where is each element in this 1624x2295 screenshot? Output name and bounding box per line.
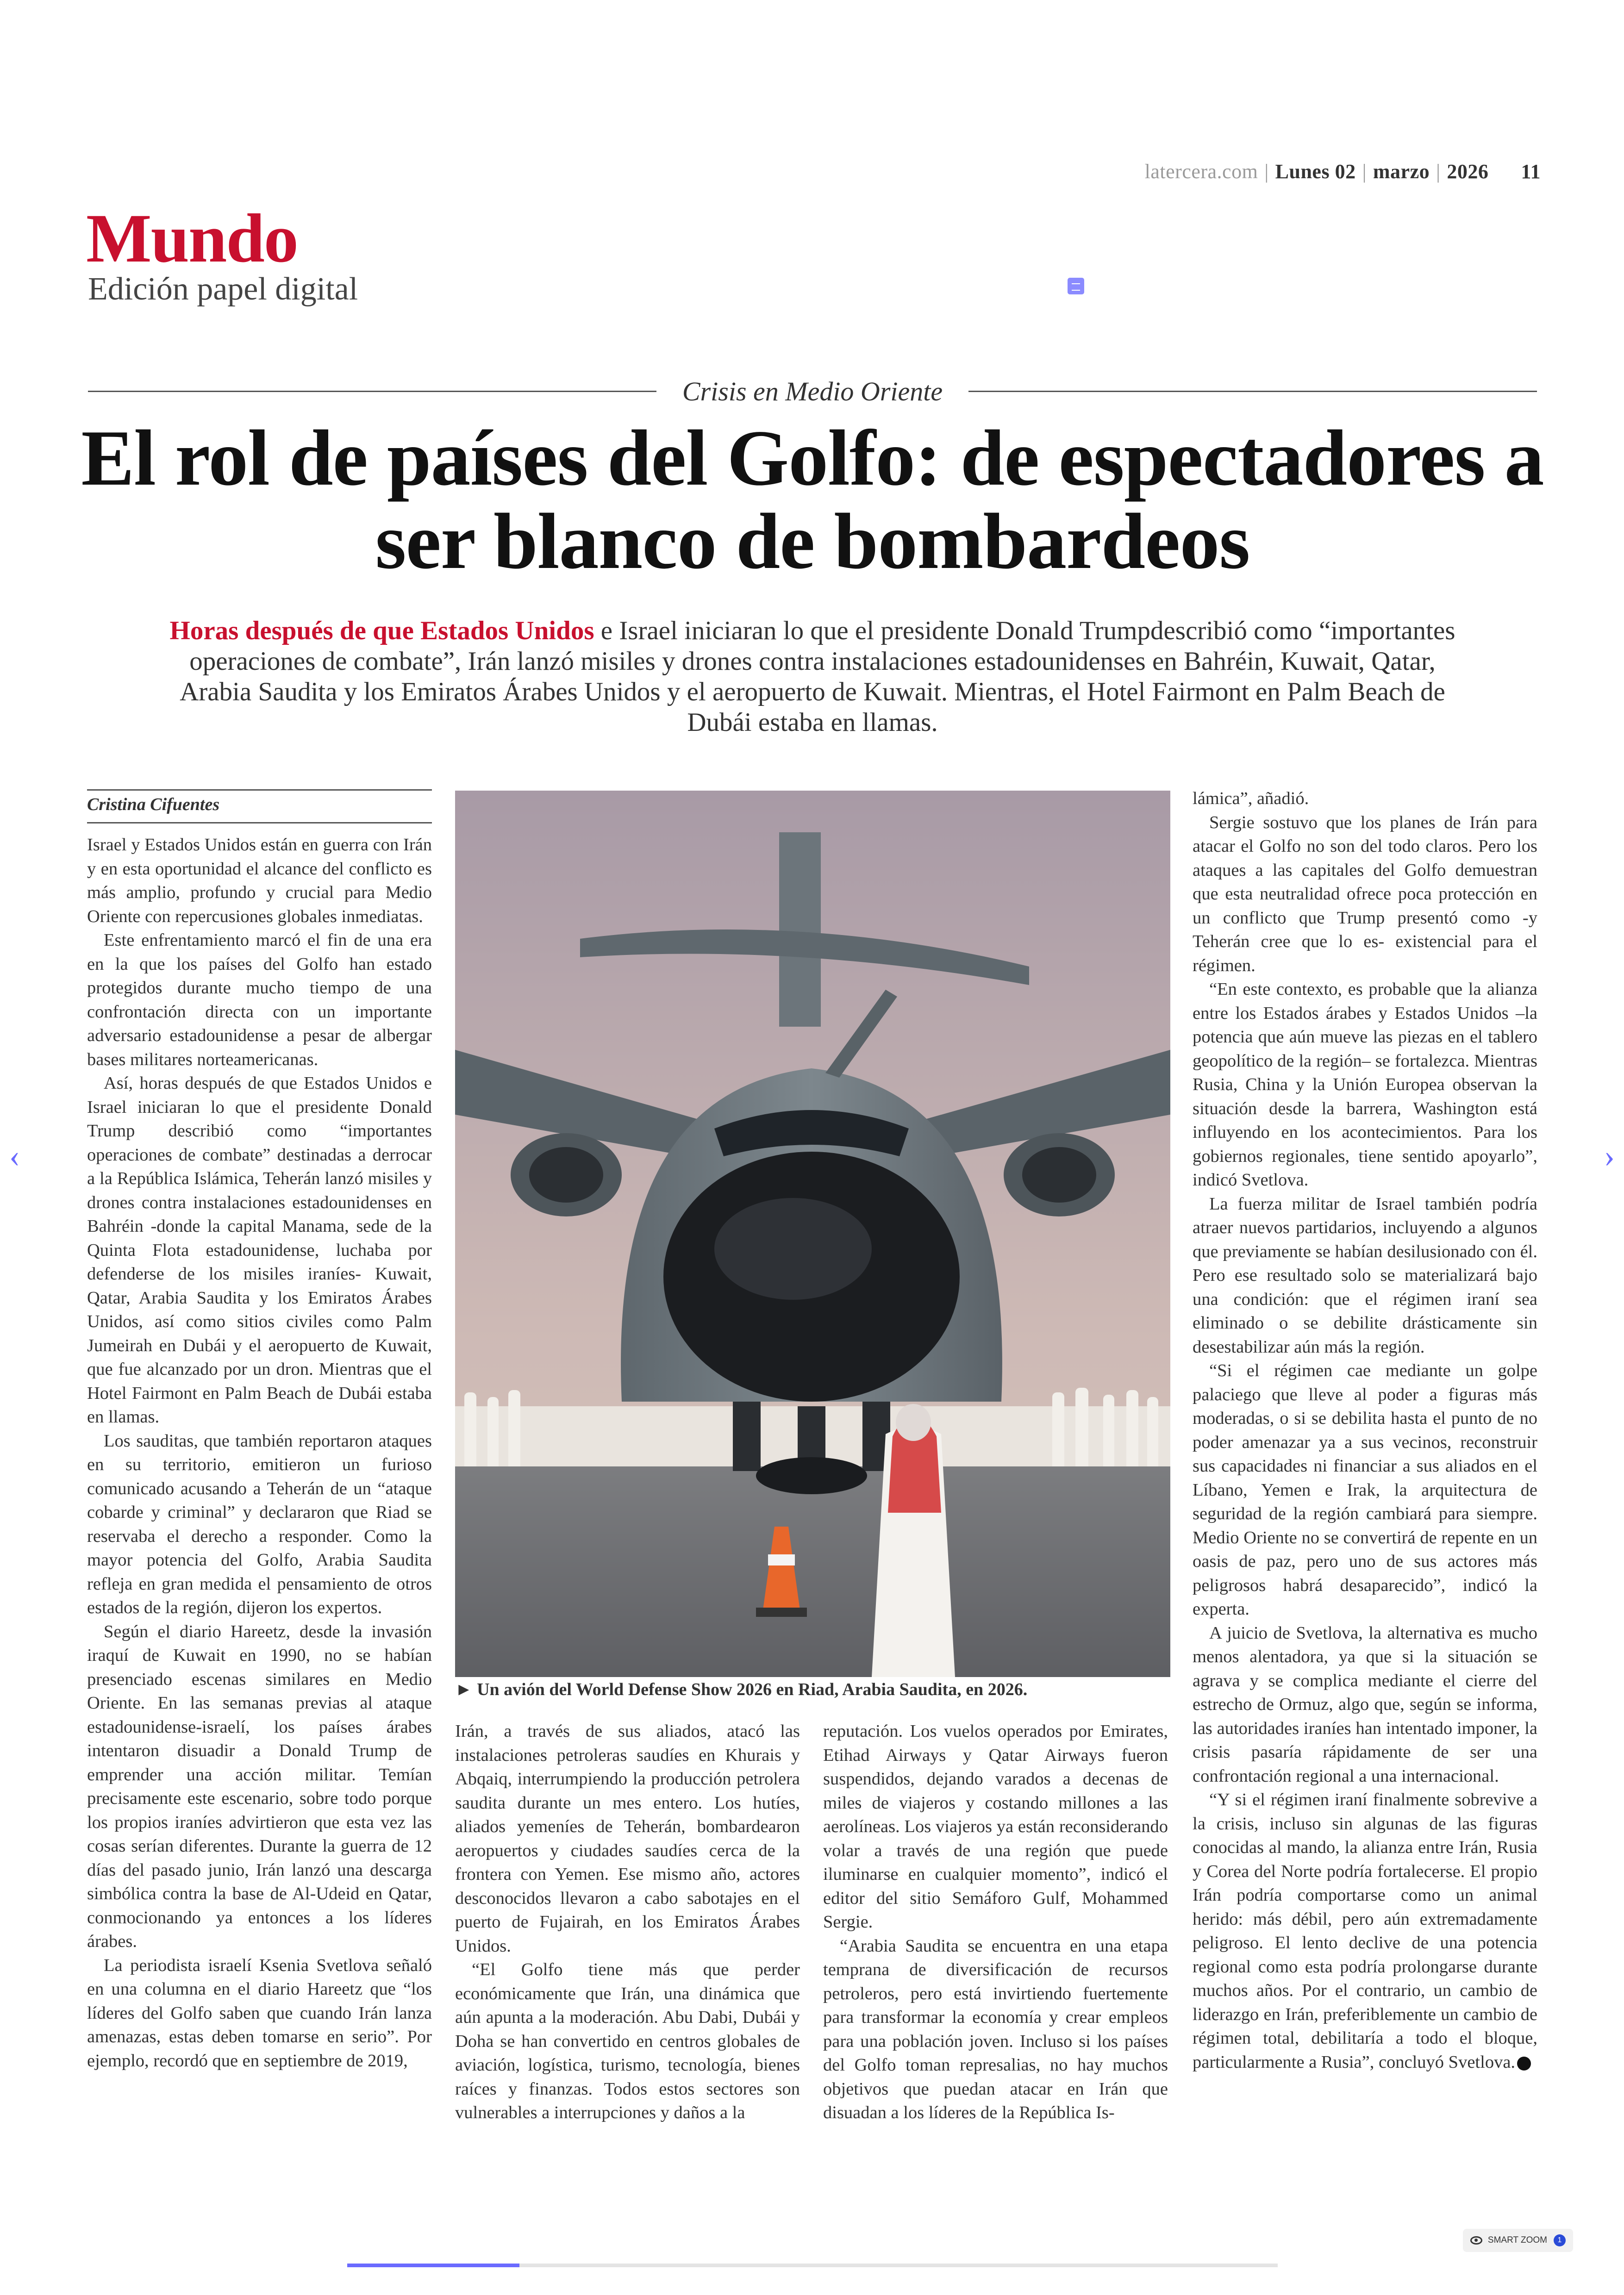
next-page-icon[interactable]: ›: [1604, 1138, 1615, 1174]
end-mark-icon: [1517, 2057, 1531, 2070]
paragraph: La periodista israelí Ksenia Svetlova señaló en una columna en el diario Hareetz que “los líderes del Golfo saben que cuando Irán lanza amenazas, estas deben tomarse en serio”. Por ejemplo, recordó que en septiembre de 2019,: [87, 1955, 432, 2070]
photo-caption: ► Un avión del World Defense Show 2026 en Riad, Arabia Saudita, en 2026.: [455, 1680, 1028, 1699]
smart-zoom-button[interactable]: [1463, 2229, 1573, 2252]
paragraph: Según el diario Hareetz, desde la invasión iraquí de Kuwait en 1990, no se habían presenciado escenas similares en Medio Oriente. En las semanas previas al ataque estadounidense-israelí, los países árabes intentaron disuadir a Donald Trump de emprender una acción militar. Temían precisamente este escenario, sobre todo porque los propios iraníes advirtieron que esta vez las cosas serían diferentes. Durante la guerra de 12 días del pasado junio, Irán lanzó una descarga simbólica contra la base de Al-Udeid en Qatar, conmocionando ya entonces a los líderes árabes.: [87, 1621, 432, 1951]
paragraph: Israel y Estados Unidos están en guerra con Irán y en esta oportunidad el alcance del conflicto es más amplio, profundo y crucial para Medio Oriente con repercusiones globales inmediatas.: [87, 835, 432, 926]
article-column-2: [455, 1720, 800, 2125]
previous-page-icon[interactable]: ‹: [9, 1138, 20, 1174]
date-month: marzo: [1373, 160, 1430, 183]
paragraph: La fuerza militar de Israel también podría atraer nuevos partidarios, incluyendo a algunos que previamente se habían desilusionado con él. Pero ese resultado solo se materializará bajo una condición: que el régimen iraní sea eliminado o se debilite drásticamente sin desestabilizar aún más la región.: [1193, 1194, 1537, 1357]
paragraph-final: [1193, 1788, 1537, 2074]
paragraph: Sergie sostuvo que los planes de Irán para atacar el Golfo no son del todo claros. Pero los ataques a las capitales del Golfo demuestran que esta neutralidad ofrece poca protección en un conflicto que Trump presentó como -y Teherán cree que lo es- existencial para el régimen.: [1193, 812, 1537, 975]
paragraph: Los sauditas, que también reportaron ataques en su territorio, emitieron un furioso comunicado acusando a Teherán de un “ataque cobarde y criminal” y declararon que Riad se reservaba el derecho a responder. Como la mayor potencia del Golfo, Arabia Saudita refleja en gran medida el pensamiento de otros estados de la región, dijeron los expertos.: [87, 1431, 432, 1617]
paragraph: Irán, a través de sus aliados, atacó las instalaciones petroleras saudíes en Khurais y Abqaiq, interrumpiendo la producción petrolera saudita durante un mes entero. Los hutíes, aliados yemeníes de Teherán, bombardearon aeropuertos y ciudades saudíes cerca de la frontera con Yemen. Ese mismo año, actores desconocidos llevaron a cabo sabotajes en el puerto de Fujairah, en los Emiratos Árabes Unidos.: [455, 1721, 800, 1956]
standfirst-text: e Israel iniciaran lo que el presidente Donald Trumpdescribió como “importantes operaciones de combate”, Irán lanzó misiles y drones contra instalaciones estadounidenses en Bahréin, Kuwait, Qatar, Arabia Saudita y los Emiratos Árabes Unidos y el aeropuerto de Kuwait. Mientras, el Hotel Fairmont en Palm Beach de Dubái estaba en llamas.: [180, 616, 1455, 737]
standfirst: [167, 616, 1458, 738]
reading-progress-fill: [347, 2264, 519, 2267]
paragraph: Este enfrentamiento marcó el fin de una era en la que los países del Golfo han estado protegidos durante mucho tiempo de una confrontación directa con un importante adversario estadounidense a pesar de albergar bases militares norteamericanas.: [87, 930, 432, 1069]
kicker-rule-left: [88, 391, 656, 392]
paragraph: lámica”, añadió.: [1193, 789, 1309, 808]
article-photo: [455, 791, 1170, 1677]
site-name: latercera.com: [1144, 160, 1258, 183]
byline: Cristina Cifuentes: [87, 789, 432, 823]
kicker-row: [88, 375, 1537, 407]
paragraph: Así, horas después de que Estados Unidos e Israel iniciaran lo que el presidente Donald Trump describió como “importantes operaciones de combate” destinadas a derrocar a la República Islámica, Teherán lanzó misiles y drones contra instalaciones estadounidenses en Bahréin -donde la capital Manama, sede de la Quinta Flota estadounidense, luchaba por defenderse de los misiles iraníes- Kuwait, Qatar, Arabia Saudita y los Emiratos Árabes Unidos, así como sitios civiles como Palm Jumeirah en Dubái y el aeropuerto de Kuwait, que fue alcanzado por un dron. Mientras que el Hotel Fairmont en Palm Beach de Dubái estaba en llamas.: [87, 1073, 432, 1427]
paragraph-final-text: “Y si el régimen iraní finalmente sobrevive a la crisis, incluso sin algunas de las figuras conocidas al mando, la alianza entre Irán, Rusia y Corea del Norte podría fortalecerse. El propio Irán podría comportarse como un animal herido: más débil, pero aún extremadamente peligroso. El lento declive de una potencia regional como esta podría prolongarse durante muchos años. Por el contrario, un cambio de liderazgo en Irán, preferiblemente un cambio de régimen total, debilitaría a todo el bloque, particularmente a Rusia”, concluyó Svetlova.: [1193, 1790, 1537, 2072]
date-day: Lunes 02: [1275, 160, 1356, 183]
page-number: 11: [1521, 160, 1541, 183]
headline: El rol de países del Golfo: de espectadores a ser blanco de bombardeos: [81, 414, 1544, 586]
paragraph: reputación. Los vuelos operados por Emirates, Etihad Airways y Qatar Airways fueron suspendidos, dejando varados a decenas de miles de viajeros y costando millones a las aerolíneas. Los viajeros ya están reconsiderando volar a través de una región que puede iluminarse en cualquier momento”, indicó el editor del sitio Semáforo Gulf, Mohammed Sergie.: [823, 1721, 1168, 1932]
eye-icon: [1470, 2236, 1482, 2245]
article-column-1: [87, 833, 432, 2073]
smart-zoom-label: SMART ZOOM: [1487, 2235, 1547, 2245]
paragraph: “Si el régimen cae mediante un golpe palaciego que lleve al poder a figuras más moderadas, o si se debilita hasta el punto de no poder amenazar ya a sus vecinos, reconstruir sus capacidades ni financiar a sus aliados en el Líbano, Yemen e Irak, la arquitectura de seguridad de la región cambiará para siempre. Medio Oriente no se convertirá de repente en un oasis de paz, pero uno de sus actores más peligrosos habrá desaparecido”, indicó la experta.: [1193, 1361, 1537, 1619]
article-column-3: [823, 1720, 1168, 2125]
standfirst-lead: Horas después de que Estados Unidos: [169, 616, 594, 645]
paragraph: “Arabia Saudita se encuentra en una etapa temprana de diversificación de recursos petroleros, pero está invirtiendo fuertemente para transformar la economía y crear empleos para una población joven. Incluso si los países del Golfo toman represalias, no hay muchos objetivos que puedan atacar en Irán que disuadan a los líderes de la República Is-: [823, 1936, 1168, 2122]
paragraph: A juicio de Svetlova, la alternativa es mucho menos alentadora, ya que si la situación se agrava y se complica mediante el cierre del estrecho de Ormuz, algo que, según se informa, las autoridades iraníes han intentado imponer, la crisis pasaría rápidamente de ser una confrontación regional a una internacional.: [1193, 1623, 1537, 1786]
edition-subtitle: Edición papel digital: [88, 271, 358, 307]
kicker-rule-right: [968, 391, 1537, 392]
article-column-4: [1193, 787, 1537, 2074]
date-line: latercera.com | Lunes 02 | marzo | 2026 11: [1144, 160, 1541, 183]
date-year: 2026: [1447, 160, 1489, 183]
kicker: Crisis en Medio Oriente: [682, 376, 943, 406]
section-title: Mundo: [86, 200, 298, 277]
reading-progress-bar[interactable]: [347, 2264, 1278, 2267]
smart-zoom-badge: 1: [1554, 2234, 1566, 2246]
comment-icon[interactable]: [1068, 278, 1084, 294]
paragraph: “El Golfo tiene más que perder económicamente que Irán, una dinámica que aún apunta a la moderación. Abu Dabi, Dubái y Doha se han convertido en centros globales de aviación, logística, turismo, tecnología, bienes raíces y finanzas. Todos estos sectores son vulnerables a interrupciones y daños a la: [455, 1960, 800, 2122]
paragraph: “En este contexto, es probable que la alianza entre los Estados árabes y Estados Unidos –la potencia que aún mueve las piezas en el tablero geopolítico de la región– se fortalezca. Mientras Rusia, China y la Unión Europea observan la situación desde la barrera, Washington está influyendo en los acontecimientos. Para los gobiernos regionales, tiene sentido apoyarlo”, indicó Svetlova.: [1193, 979, 1537, 1190]
